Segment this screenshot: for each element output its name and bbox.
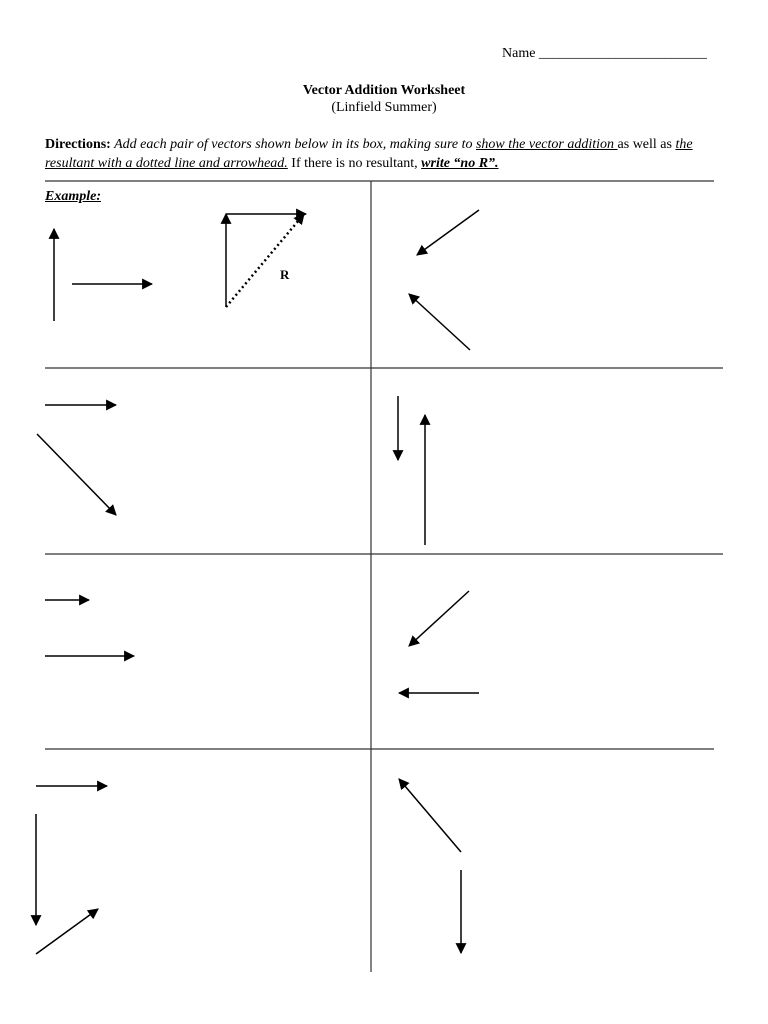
directions-part-6: write “no R”. <box>421 156 499 171</box>
box7-vector-diagonal <box>399 779 461 852</box>
example-label: Example: <box>45 189 101 204</box>
directions-part-4: the resultant with a dotted line and arrowhead. <box>45 137 693 171</box>
box1-vector-a <box>417 210 479 255</box>
box5-vector-diagonal <box>409 591 469 646</box>
directions-label: Directions: <box>45 137 111 152</box>
grid-lines <box>45 181 723 972</box>
example-resultant-dotted <box>226 214 304 307</box>
directions-part-2: show the vector addition <box>475 137 618 152</box>
directions-part-1: Add each pair of vectors shown below in its box, making sure to <box>110 137 476 152</box>
box2-vector-b <box>37 434 116 515</box>
vectors <box>36 210 479 954</box>
box6-vector-diagonal <box>36 909 98 954</box>
directions-part-3: as well as <box>617 137 676 152</box>
directions-part-5: If there is no resultant, <box>287 156 422 171</box>
resultant-label: R <box>280 267 290 282</box>
name-field: Name ________________________ <box>502 46 707 61</box>
worksheet-subtitle: (Linfield Summer) <box>331 100 437 115</box>
worksheet-title: Vector Addition Worksheet <box>302 83 466 98</box>
box1-vector-b <box>409 294 470 350</box>
